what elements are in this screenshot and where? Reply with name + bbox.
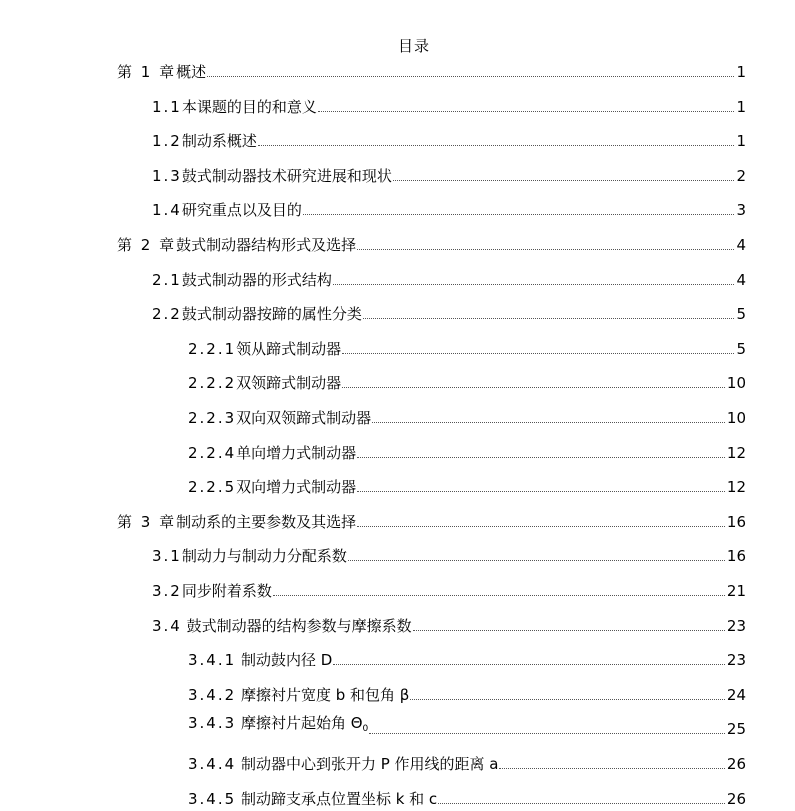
toc-entry-number: 3.4.5 — [188, 789, 237, 808]
toc-entry-text: 鼓式制动器结构形式及选择 — [176, 236, 357, 254]
toc-entry-number: 3.4.1 — [188, 651, 237, 670]
toc-entry-label — [152, 617, 412, 635]
toc-entry[interactable] — [152, 161, 746, 185]
toc-title: 目录 — [397, 37, 430, 55]
toc-entry-page-number: 26 — [726, 755, 746, 773]
toc-entry-number: 1.2 — [152, 132, 182, 151]
toc-entry-page-number: 10 — [726, 374, 746, 393]
dot-leader — [207, 76, 734, 77]
dot-leader — [372, 422, 725, 423]
toc-entry[interactable] — [188, 334, 746, 358]
toc-entry-page-number: 12 — [726, 478, 746, 497]
toc-entry-label — [152, 201, 302, 219]
dot-leader — [499, 768, 724, 769]
toc-entry-text: 鼓式制动器技术研究进展和现状 — [181, 166, 392, 185]
toc-entry-page-number: 26 — [726, 789, 746, 808]
toc-entry-page-number: 16 — [726, 512, 746, 531]
toc-entry-number: 2.2.4 — [188, 443, 237, 462]
toc-entry[interactable] — [152, 299, 746, 323]
toc-entry-number: 2.2 — [152, 305, 182, 324]
toc-entry-text: 双向双领蹄式制动器 — [236, 409, 372, 427]
toc-entry-number: 第 1 章 — [117, 63, 177, 81]
toc-entry-page-number: 3 — [736, 201, 746, 220]
toc-entry[interactable] — [152, 611, 746, 635]
toc-entry-number: 3.4.2 — [188, 685, 237, 704]
toc-entry-page-number: 12 — [726, 443, 746, 462]
toc-entry-label — [152, 547, 347, 565]
toc-entry-number: 1.3 — [152, 166, 182, 185]
toc-entry-text: 鼓式制动器按蹄的属性分类 — [181, 305, 362, 324]
toc-entry-text: 同步附着系数 — [181, 582, 272, 600]
toc-entry[interactable] — [117, 507, 746, 531]
toc-entry[interactable] — [188, 749, 746, 773]
toc-entry[interactable] — [152, 195, 746, 219]
toc-entry-text: 双领蹄式制动器 — [236, 374, 342, 393]
dot-leader — [357, 457, 725, 458]
toc-entry[interactable] — [188, 680, 746, 704]
dot-leader — [333, 284, 735, 285]
dot-leader — [410, 699, 725, 700]
toc-entry[interactable] — [152, 576, 746, 600]
toc-entry-page-number: 23 — [726, 616, 746, 635]
toc-entry-text: 鼓式制动器的形式结构 — [181, 270, 332, 289]
toc-entry-text: 制动器中心到张开力 P 作用线的距离 a — [236, 755, 499, 773]
toc-entry-label — [188, 790, 437, 808]
dot-leader — [342, 387, 725, 388]
toc-entry-page-number: 1 — [736, 132, 746, 151]
toc-entry-page-number: 16 — [726, 547, 746, 566]
toc-entry-number: 2.2.5 — [188, 478, 237, 497]
toc-entry[interactable] — [152, 126, 746, 150]
toc-entry-label — [188, 409, 371, 427]
toc-entry-text: 鼓式制动器的结构参数与摩擦系数 — [181, 616, 412, 635]
dot-leader — [413, 630, 725, 631]
toc-entry-label — [188, 714, 368, 738]
toc-entry-page-number: 1 — [736, 63, 746, 81]
dot-leader — [303, 214, 735, 215]
toc-entry-label — [152, 132, 257, 150]
toc-entry-number: 1.1 — [152, 97, 182, 116]
toc-entry-subscript: 0 — [362, 724, 369, 735]
toc-entry[interactable] — [188, 472, 746, 496]
toc-entry-text: 制动系的主要参数及其选择 — [176, 512, 357, 531]
toc-entry-label — [152, 305, 362, 323]
toc-entry-page-number: 24 — [726, 685, 746, 704]
toc-entry-text: 摩擦衬片起始角 Θ — [236, 714, 363, 733]
toc-entry-text: 制动力与制动力分配系数 — [181, 547, 347, 566]
toc-entry-label — [117, 63, 206, 81]
toc-entry[interactable] — [188, 645, 746, 669]
toc-entry[interactable] — [188, 438, 746, 462]
toc-entry-page-number: 25 — [726, 720, 746, 739]
toc-entry-number: 2.2.1 — [188, 339, 237, 358]
dot-leader — [348, 560, 725, 561]
toc-entry-label — [188, 478, 356, 496]
toc-entry-label — [117, 513, 356, 531]
dot-leader — [333, 664, 725, 665]
toc-entry-page-number: 23 — [726, 651, 746, 670]
toc-entry[interactable] — [152, 92, 746, 116]
toc-entry-label — [188, 755, 498, 773]
toc-entry[interactable] — [188, 784, 746, 808]
dot-leader — [369, 733, 725, 734]
toc-entry-page-number: 2 — [736, 166, 746, 185]
toc-entry-text: 本课题的目的和意义 — [181, 97, 317, 116]
toc-entry-text: 摩擦衬片宽度 b 和包角 β — [236, 685, 410, 704]
toc-entry-text: 制动鼓内径 D — [236, 651, 333, 670]
dot-leader — [357, 491, 725, 492]
toc-entry-number: 1.4 — [152, 201, 182, 220]
toc-entry[interactable] — [188, 368, 746, 392]
toc-entry-text: 制动系概述 — [181, 132, 257, 151]
toc-entry-number: 第 2 章 — [117, 236, 177, 254]
toc-entry-page-number: 4 — [736, 236, 746, 254]
toc-entry-number: 第 3 章 — [117, 512, 177, 531]
toc-entry-page-number: 21 — [726, 582, 746, 600]
toc-entry-text: 单向增力式制动器 — [236, 443, 357, 462]
toc-entry-number: 3.4.4 — [188, 755, 237, 773]
toc-entry[interactable] — [188, 714, 746, 738]
toc-entry-label — [152, 271, 332, 289]
toc-entry-label — [188, 340, 341, 358]
toc-entry-label — [152, 582, 272, 600]
toc-entry-number: 2.2.3 — [188, 409, 237, 427]
toc-entry-text: 概述 — [176, 63, 207, 81]
dot-leader — [357, 526, 725, 527]
toc-entry-label — [188, 444, 356, 462]
dot-leader — [393, 180, 735, 181]
dot-leader — [438, 803, 725, 804]
toc-entry-number: 3.2 — [152, 582, 182, 600]
toc-entry-label — [117, 236, 356, 254]
toc-entry[interactable] — [117, 57, 746, 81]
dot-leader — [318, 111, 735, 112]
toc-entry-label — [152, 167, 392, 185]
toc-entry-label — [188, 651, 332, 669]
dot-leader — [258, 145, 735, 146]
toc-entry[interactable] — [117, 230, 746, 254]
dot-leader — [342, 353, 734, 354]
toc-entry-page-number: 4 — [736, 270, 746, 289]
toc-entry-number: 3.4 — [152, 616, 182, 635]
toc-entry[interactable] — [188, 403, 746, 427]
dot-leader — [273, 595, 725, 596]
toc-entry-text: 领从蹄式制动器 — [236, 339, 342, 358]
toc-entry-page-number: 10 — [726, 409, 746, 427]
dot-leader — [363, 318, 735, 319]
toc-entry-number: 2.2.2 — [188, 374, 237, 393]
toc-entry[interactable] — [152, 541, 746, 565]
toc-entry-page-number: 1 — [736, 97, 746, 116]
toc-entry-label — [188, 686, 409, 704]
toc-entry-text: 双向增力式制动器 — [236, 478, 357, 497]
dot-leader — [357, 249, 734, 250]
toc-entry[interactable] — [152, 265, 746, 289]
toc-entry-number: 3.4.3 — [188, 714, 237, 733]
toc-entry-text: 制动蹄支承点位置坐标 k 和 c — [236, 789, 438, 808]
toc-entry-number: 3.1 — [152, 547, 182, 566]
toc-entry-page-number: 5 — [736, 339, 746, 358]
toc-entry-text: 研究重点以及目的 — [181, 201, 302, 220]
toc-entry-label — [188, 374, 341, 392]
toc-entry-page-number: 5 — [736, 305, 746, 324]
toc-entry-number: 2.1 — [152, 270, 182, 289]
toc-entry-label — [152, 98, 317, 116]
